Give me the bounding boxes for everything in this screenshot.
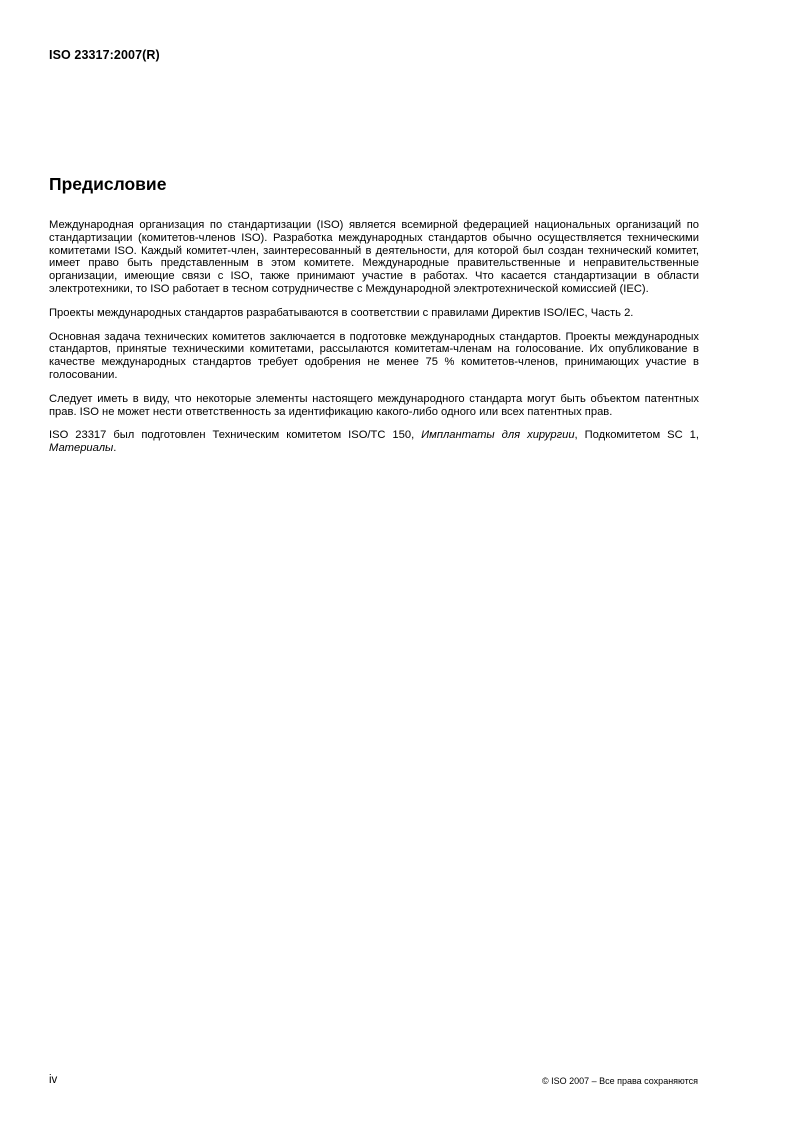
section-title: Предисловие — [49, 174, 167, 194]
copyright-notice: © ISO 2007 – Все права сохраняются — [541, 1076, 698, 1086]
committee-name: Имплантаты для хирургии — [421, 429, 575, 442]
paragraph-5-text-2: , Подкомитетом SC 1, — [574, 429, 699, 442]
subcommittee-name: Материалы — [49, 442, 114, 455]
paragraph-5-text-1: ISO 23317 был подготовлен Техническим комитетом ISO/TC 150, — [49, 429, 422, 442]
document-id: ISO 23317:2007(R) — [49, 48, 160, 62]
paragraph-3: Основная задача технических комитетов заключается в подготовке международных стандартов. Проекты международных стандартов, принятые техническими комитетами, рассылаются комитетам-членам на голосование. Их опубликование в качестве международных стандартов требует одобрения не менее 75 % комитетов-членов, принимающих участие в голосовании. — [49, 330, 699, 381]
paragraph-4: Следует иметь в виду, что некоторые элементы настоящего международного стандарта могут быть объектом патентных прав. ISO не может нести ответственность за идентификацию какого-либо одного или всех патентных прав. — [49, 392, 699, 418]
page-number: iv — [49, 1074, 58, 1086]
foreword-body — [49, 219, 699, 466]
paragraph-5 — [49, 429, 699, 455]
paragraph-5-text-3: . — [113, 442, 117, 455]
paragraph-2: Проекты международных стандартов разрабатываются в соответствии с правилами Директив ISO/IEC, Часть 2. — [49, 306, 634, 319]
paragraph-1: Международная организация по стандартизации (ISO) является всемирной федерацией национальных организаций по стандартизации (комитетов-членов ISO). Разработка международных стандартов обычно осуществляется техническими комитетами ISO. Каждый комитет-член, заинтересованный в деятельности, для которой был создан технический комитет, имеет право быть представленным в этом комитете. Международные правительственные и неправительственные организации, имеющие связи с ISO, также принимают участие в работах. Что касается стандартизации в области электротехники, то ISO работает в тесном сотрудничестве с Международной электротехнической комиссией (IEC). — [49, 219, 699, 295]
